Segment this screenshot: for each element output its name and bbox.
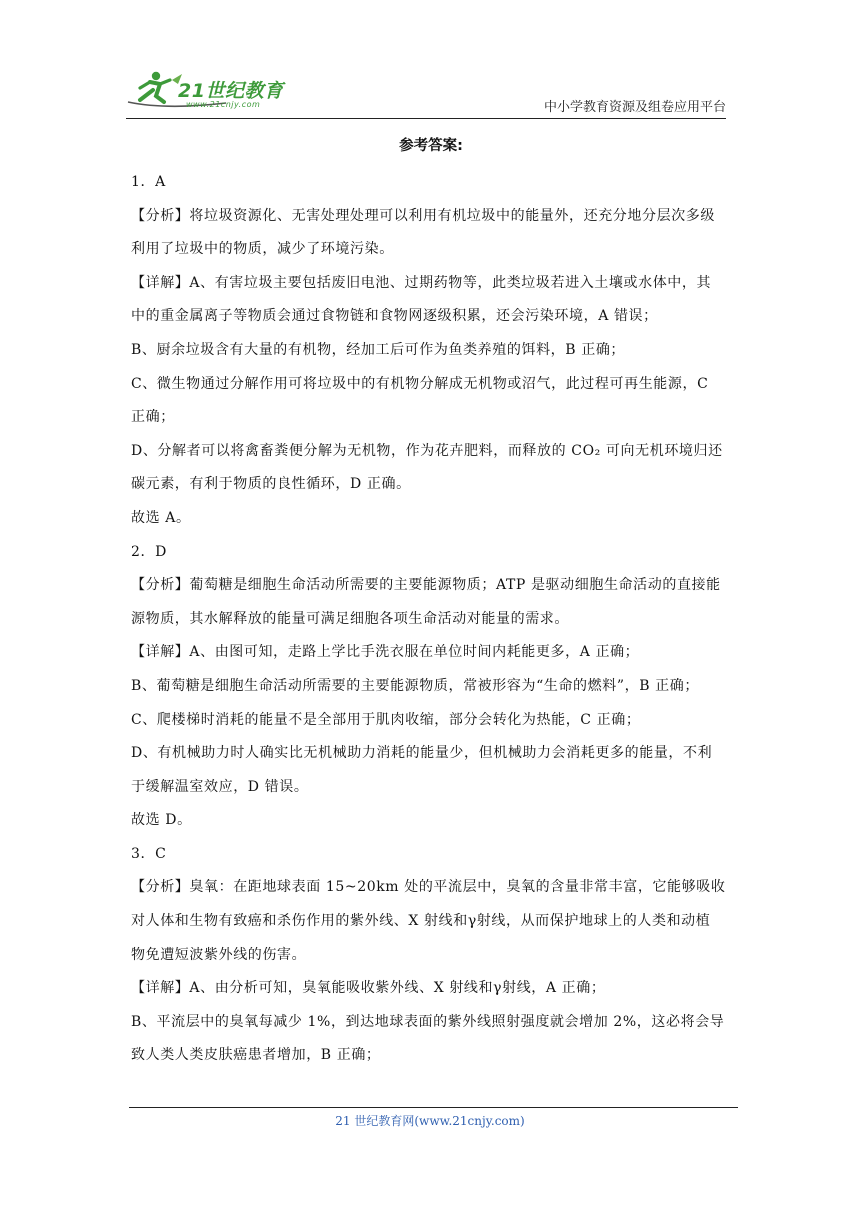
- text-line: 【详解】A、由图可知，走路上学比手洗衣服在单位时间内耗能更多，A 正确；: [131, 644, 640, 661]
- page-header: [126, 62, 726, 120]
- text-line: 碳元素，有利于物质的良性循环，D 正确。: [131, 476, 411, 493]
- text-line: 故选 D。: [131, 812, 192, 829]
- footer-link[interactable]: 21 世纪教育网(www.21cnjy.com): [335, 1114, 525, 1128]
- page-title: 参考答案:: [399, 138, 463, 154]
- logo-url-text: www.21cnjy.com: [186, 100, 261, 109]
- text-line: C、爬楼梯时消耗的能量不是全部用于肌肉收缩，部分会转化为热能，C 正确；: [131, 711, 641, 728]
- text-line: 利用了垃圾中的物质，减少了环境污染。: [131, 241, 394, 258]
- footer-divider: [129, 1107, 738, 1108]
- text-line: B、平流层中的臭氧每减少 1%，到达地球表面的紫外线照射强度就会增加 2%，这必将会导: [131, 1013, 725, 1030]
- logo-brand-text: 21世纪教育: [178, 80, 284, 102]
- text-line: 源物质，其水解释放的能量可满足细胞各项生命活动对能量的需求。: [131, 610, 569, 627]
- text-line: 致人类人类皮肤癌患者增加，B 正确；: [131, 1047, 381, 1064]
- text-line: 【分析】臭氧：在距地球表面 15~20km 处的平流层中，臭氧的含量非常丰富，它能够吸收: [131, 879, 726, 896]
- text-line: 【详解】A、有害垃圾主要包括废旧电池、过期药物等，此类垃圾若进入土壤或水体中，其: [131, 274, 712, 291]
- text-line: 【分析】葡萄糖是细胞生命活动所需要的主要能源物质；ATP 是驱动细胞生命活动的直接能: [131, 577, 721, 594]
- answer-lines: [131, 166, 731, 1073]
- text-line: 对人体和生物有致癌和杀伤作用的紫外线、X 射线和γ射线，从而保护地球上的人类和动植: [131, 913, 711, 930]
- text-line: 【分析】将垃圾资源化、无害处理处理可以利用有机垃圾中的能量外，还充分地分层次多级: [131, 207, 715, 224]
- text-line: B、厨余垃圾含有大量的有机物，经加工后可作为鱼类养殖的饵料，B 正确；: [131, 341, 626, 358]
- text-line: 正确；: [131, 409, 175, 426]
- text-line: 【详解】A、由分析可知，臭氧能吸收紫外线、X 射线和γ射线，A 正确；: [131, 980, 606, 997]
- site-logo: [126, 70, 326, 114]
- platform-name: 中小学教育资源及组卷应用平台: [543, 100, 726, 115]
- text-line: B、葡萄糖是细胞生命活动所需要的主要能源物质，常被形容为“生命的燃料”，B 正确；: [131, 677, 699, 694]
- text-line: 2．D: [131, 543, 167, 560]
- text-line: 于缓解温室效应，D 错误。: [131, 778, 309, 795]
- text-line: D、有机械助力时人确实比无机械助力消耗的能量少，但机械助力会消耗更多的能量，不利: [131, 745, 713, 762]
- text-line: D、分解者可以将禽畜粪便分解为无机物，作为花卉肥料，而释放的 CO₂ 可向无机环境归还: [131, 442, 723, 459]
- text-line: 中的重金属离子等物质会通过食物链和食物网逐级积累，还会污染环境，A 错误；: [131, 308, 658, 325]
- text-line: 物免遭短波紫外线的伤害。: [131, 946, 307, 963]
- text-line: C、微生物通过分解作用可将垃圾中的有机物分解成无机物或沼气，此过程可再生能源，C: [131, 375, 709, 392]
- text-line: 1．A: [131, 174, 166, 190]
- text-line: 3．C: [131, 845, 167, 862]
- text-line: 故选 A。: [131, 509, 191, 526]
- header-divider: [126, 118, 726, 119]
- answer-content: [131, 134, 731, 1073]
